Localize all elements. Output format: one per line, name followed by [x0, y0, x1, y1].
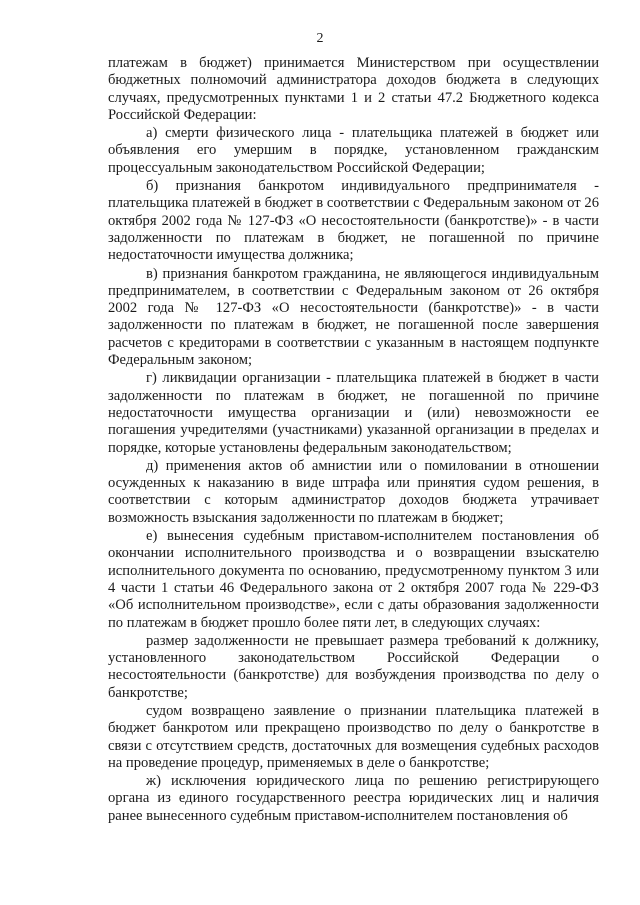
paragraph: г) ликвидации организации - плательщика платежей в бюджет в части задолженности по платежам в бюджет, не погашенной по причине недостаточности имущества организации и (или) невозможности ее погашения учредителями (участниками) указанной организации в пределах и порядке, которые установлены федеральным законодательством; — [108, 370, 599, 456]
paragraph: б) признания банкротом индивидуального предпринимателя - плательщика платежей в бюджет в соответствии с Федеральным законом от 26 октября 2002 года № 127-ФЗ «О несостоятельности (банкротстве)» - в части задолженности по платежам в бюджет, не погашенной по причине недостаточности имущества должника; — [108, 178, 599, 264]
document-body — [108, 55, 599, 826]
paragraph: ж) исключения юридического лица по решению регистрирующего органа из единого государственного реестра юридических лиц и наличия ранее вынесенного судебным приставом-исполнителем постановления об — [108, 773, 599, 824]
paragraph: д) применения актов об амнистии или о помиловании в отношении осужденных к наказанию в виде штрафа или принятия судом решения, в соответствии с которым администратор доходов бюджета утрачивает возможность взыскания задолженности по платежам в бюджет; — [108, 457, 599, 526]
paragraph: платежам в бюджет) принимается Министерством при осуществлении бюджетных полномочий администратора доходов бюджета в следующих случаях, предусмотренных пунктами 1 и 2 статьи 47.2 Бюджетного кодекса Российской Федерации: — [108, 55, 599, 123]
paragraph: судом возвращено заявление о признании плательщика платежей в бюджет банкротом или прекращено производство по делу о банкротстве в связи с отсутствием средств, достаточных для возмещения судебных расходов на проведение процедур, применяемых в деле о банкротстве; — [108, 702, 599, 771]
paragraph: е) вынесения судебным приставом-исполнителем постановления об окончании исполнительного производства и о возвращении взыскателю исполнительного документа по основанию, предусмотренному пунктом 3 или 4 части 1 статьи 46 Федерального закона от 2 октября 2007 года № 229-ФЗ «Об исполнительном производстве», если с даты образования задолженности по платежам в бюджет прошло более пяти лет, в следующих случаях: — [108, 528, 599, 631]
page-number: 2 — [316, 31, 324, 46]
paragraph: в) признания банкротом гражданина, не являющегося индивидуальным предпринимателем, в соответствии с Федеральным законом от 26 октября 2002 года № 127-ФЗ «О несостоятельности (банкротстве)» - в части задолженности по платежам в бюджет, не погашенной после завершения расчетов с кредиторами в соответствии с указанным в настоящем подпункте Федеральным законом; — [108, 265, 599, 369]
paragraph: а) смерти физического лица - плательщика платежей в бюджет или объявления его умершим в порядке, установленном гражданским процессуальным законодательством Российской Федерации; — [108, 125, 599, 176]
paragraph: размер задолженности не превышает размера требований к должнику, установленного законодательством Российской Федерации о несостоятельности (банкротстве) для возбуждения производства по делу о банкротстве; — [108, 632, 599, 701]
